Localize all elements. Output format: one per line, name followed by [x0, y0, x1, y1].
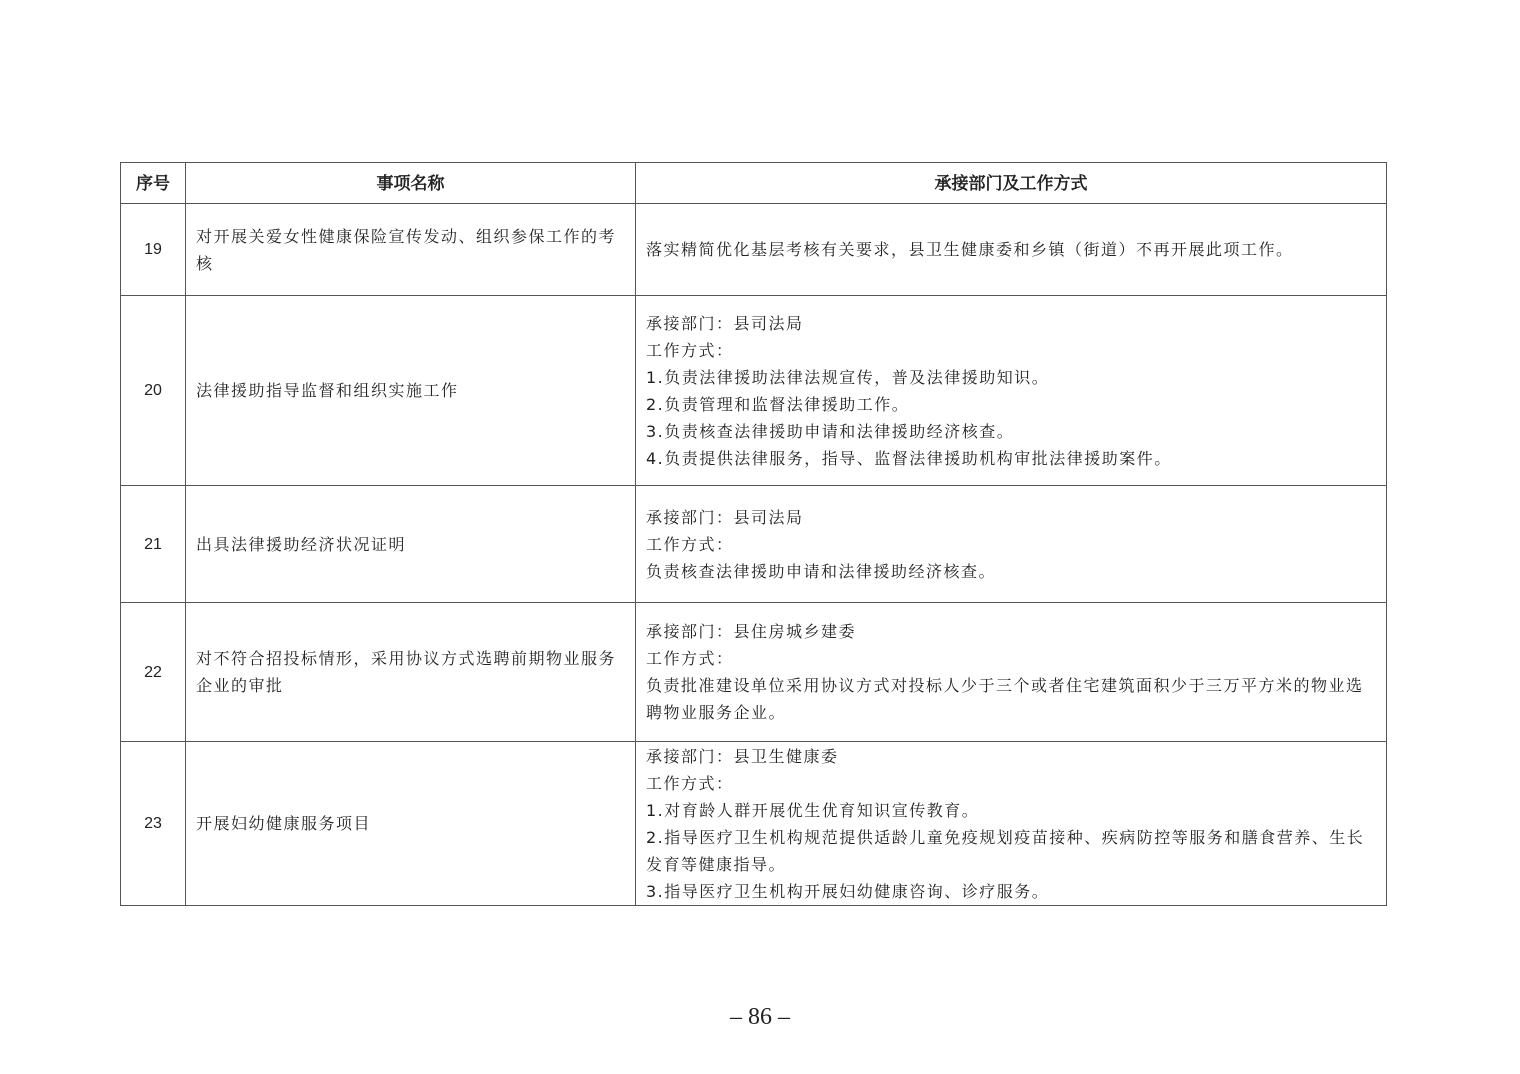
table-row: [121, 204, 1387, 296]
table-row: [121, 603, 1387, 742]
method-line: 1.负责法律援助法律法规宣传，普及法律援助知识。: [646, 367, 1050, 387]
method-line: 3.负责核查法律援助申请和法律援助经济核查。: [646, 421, 1015, 441]
row-serial-number: 20: [121, 296, 186, 486]
method-line: 2.指导医疗卫生机构规范提供适龄儿童免疫规划疫苗接种、疾病防控等服务和膳食营养、生长发育等健康指导。: [646, 827, 1365, 874]
table-row: [121, 486, 1387, 603]
row-department-method: [636, 296, 1387, 486]
department-line: 承接部门：县司法局: [646, 507, 804, 527]
department-line: 承接部门：县卫生健康委: [646, 746, 839, 766]
method-line: 1.对育龄人群开展优生优育知识宣传教育。: [646, 800, 980, 820]
row-serial-number: 19: [121, 204, 186, 296]
row-item-name: 法律援助指导监督和组织实施工作: [186, 296, 636, 486]
method-label-line: 工作方式：: [646, 649, 734, 668]
row-item-name: 对不符合招投标情形，采用协议方式选聘前期物业服务企业的审批: [186, 603, 636, 742]
department-line: 承接部门：县住房城乡建委: [646, 622, 857, 641]
method-line: 3.指导医疗卫生机构开展妇幼健康咨询、诊疗服务。: [646, 881, 1050, 901]
row-item-name: 出具法律援助经济状况证明: [186, 486, 636, 603]
row-serial-number: 21: [121, 486, 186, 603]
method-line: 负责核查法律援助申请和法律援助经济核查。: [646, 561, 997, 581]
row-department-method: [636, 603, 1387, 742]
service-items-table: [120, 162, 1387, 906]
method-line: 4.负责提供法律服务，指导、监督法律援助机构审批法律援助案件。: [646, 448, 1172, 468]
department-line: 承接部门：县司法局: [646, 313, 804, 333]
row-serial-number: 23: [121, 742, 186, 906]
row-item-name: 对开展关爱女性健康保险宣传发动、组织参保工作的考核: [186, 204, 636, 296]
table-header-row: [121, 163, 1387, 204]
method-line: 落实精简优化基层考核有关要求，县卫生健康委和乡镇（街道）不再开展此项工作。: [646, 240, 1294, 259]
method-line: 负责批准建设单位采用协议方式对投标人少于三个或者住宅建筑面积少于三万平方米的物业选聘物业服务企业。: [646, 676, 1364, 722]
row-department-method: [636, 742, 1387, 906]
method-label-line: 工作方式：: [646, 340, 734, 360]
header-serial-number: 序号: [121, 163, 186, 204]
table-row: [121, 296, 1387, 486]
header-item-name: 事项名称: [186, 163, 636, 204]
method-label-line: 工作方式：: [646, 534, 734, 554]
method-label-line: 工作方式：: [646, 773, 734, 793]
method-line: 2.负责管理和监督法律援助工作。: [646, 394, 910, 414]
row-item-name: 开展妇幼健康服务项目: [186, 742, 636, 906]
row-department-method: [636, 204, 1387, 296]
row-department-method: [636, 486, 1387, 603]
header-department-method: 承接部门及工作方式: [636, 163, 1387, 204]
row-serial-number: 22: [121, 603, 186, 742]
table-row: [121, 742, 1387, 906]
page-number: – 86 –: [730, 1004, 790, 1030]
